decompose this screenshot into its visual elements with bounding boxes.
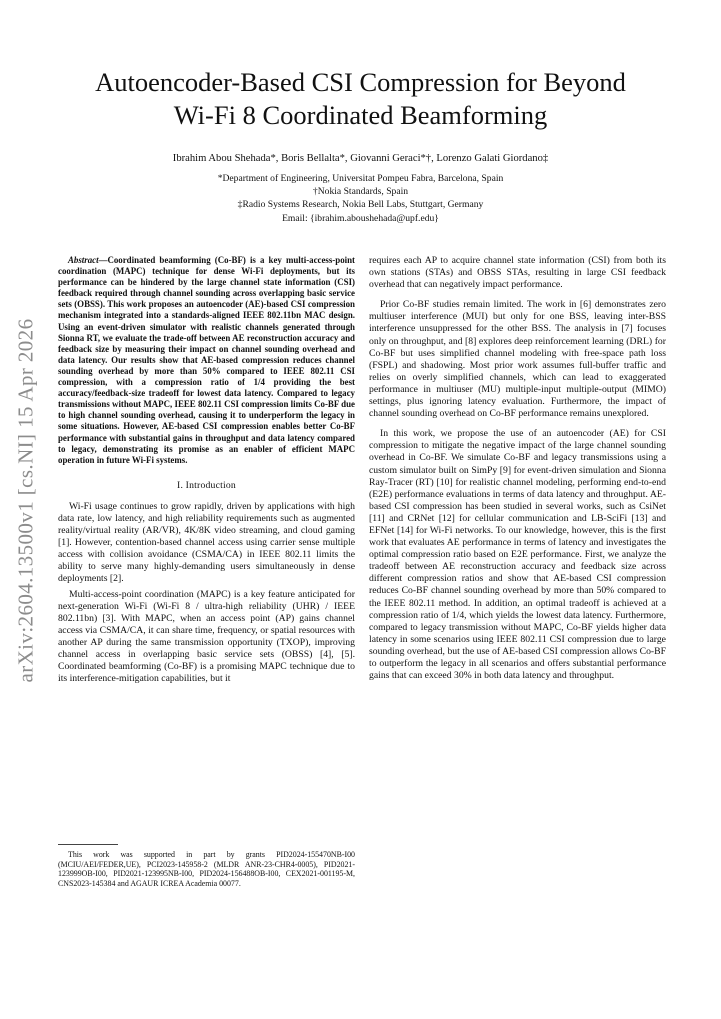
paper-title [40,66,681,132]
section-heading-introduction: I. Introduction [177,479,236,491]
arxiv-stamp [2,300,50,700]
title-line-2: Wi-Fi 8 Coordinated Beamforming [173,100,548,130]
right-column [369,255,666,690]
title-line-1: Autoencoder-Based CSI Compression for Beyond [95,67,626,97]
left-column [58,255,355,688]
abstract-text: —Coordinated beamforming (Co-BF) is a key multi-access-point coordination (MAPC) technique for dense Wi-Fi deployments, but its performance can be hindered by the large channel state information (CSI) feedback required through channel sounding across overlapping basic service sets (OBSS). This work proposes an autoencoder (AE)-based CSI compression mechanism integrated into a standards-aligned IEEE 802.11bn MAC design. Using an event-driven simulator with realistic channels generated through Sionna RT, we evaluate the trade-off between AE reconstruction accuracy and feedback size by measuring their impact on channel sounding overhead and data latency. Our results show that AE-based compression reduces channel sounding overhead by more than 50% compared to IEEE 802.11 CSI compression, with a compression ratio of 1/4 providing the best accuracy/feedback-size tradeoff for lowest data latency. Compared to legacy transmissions without MAPC, IEEE 802.11 CSI compression limits Co-BF due to high channel sounding overhead, causing it to underperform the legacy in some situations. However, AE-based CSI compression enables better Co-BF performance with substantial gains in throughput and data latency compared to legacy, demonstrating its promise as an enabler of efficient MAPC operation in future Wi-Fi systems. [58,255,355,465]
intro-paragraph-1: Wi-Fi usage continues to grow rapidly, driven by applications with high data rate, low latency, and high reliability requirements such as augmented reality/virtual reality (AR/VR), 4K/8K video streaming, and cloud gaming [1]. However, contention-based channel access using carrier sense multiple access with collision avoidance (CSMA/CA) in IEEE 802.11 limits the ability to serve many highly-demanding users simultaneously in dense deployments [2]. [58,500,355,585]
intro-paragraph-3: requires each AP to acquire channel state information (CSI) from both its own stations (STAs) and OBSS STAs, resulting in large CSI feedback overhead that can negatively impact performance. [369,255,666,291]
abstract [58,255,355,466]
intro-paragraph-5: In this work, we propose the use of an autoencoder (AE) for CSI compression to mitigate the negative impact of the large channel sounding overhead in Co-BF. We simulate Co-BF and legacy transmissions using a custom simulator built on SimPy [9] for event-driven simulation and Sionna Ray-Tracer (RT) [10] for realistic channel modeling, performing end-to-end (E2E) performance evaluations in terms of data latency and throughput. AE-based CSI compression has been studied in several works, such as CsiNet [11] and CRNet [12] for cellular communication and LB-SciFi [13] and EFNet [14] for Wi-Fi networks. To our knowledge, however, this is the first work that evaluates AE performance in terms of latency and investigates the optimal compression ratio based on E2E performance. First, we analyze the tradeoff between AE reconstruction accuracy and feedback size across different compression ratios and show that AE-based CSI compression reduces Co-BF channel sounding overhead by more than 50% compared to the IEEE 802.11 method. In addition, an optimal tradeoff is achieved at a compression ratio of 1/4, which yields the lowest data latency. Furthermore, compared to legacy transmission without MAPC, Co-BF yields higher data latency in some scenarios using IEEE 802.11 CSI compression due to large sounding overhead, but the use of AE-based CSI compression allows Co-BF to outperform the legacy in all scenarios and offers substantial performance gains that can exceed 30% in both data latency and throughput. [369,428,666,682]
intro-paragraph-4: Prior Co-BF studies remain limited. The work in [6] demonstrates zero multiuser interference (MUI) but only for one BSS, leaving inter-BSS interference unsuppressed for the other BSS. The analysis in [7] focuses only on throughput, and [8] explores deep reinforcement learning (DRL) for Co-BF but uses simplified channel modeling with free-space path loss (FSPL) and shadowing. Most prior work assumes full-buffer traffic and relies on overly simplified channels, which can lead to exaggerated performance in multiuser (MU) multiple-input multiple-output (MIMO) settings, plus ignoring latency evaluation. Furthermore, the impact of channel sounding overhead on Co-BF performance remains unexplored. [369,299,666,420]
affiliation-nokia-standards: †Nokia Standards, Spain [312,186,409,198]
footnote-divider [58,844,118,845]
intro-paragraph-2: Multi-access-point coordination (MAPC) is a key feature anticipated for next-generation Wi-Fi (Wi-Fi 8 / ultra-high reliability (UHR) / IEEE 802.11bn) [3]. With MAPC, when an access point (AP) gains channel access via CSMA/CA, it can share time, frequency, or spatial resources with another AP during the same transmission opportunity (TXOP), improving channel access in overlapping basic service sets (OBSS) [4], [5]. Coordinated beamforming (Co-BF) is a promising MAPC technique due to its interference-mitigation capabilities, but it [58,588,355,685]
affiliation-upf: *Department of Engineering, Universitat Pompeu Fabra, Barcelona, Spain [217,173,504,184]
funding-footnote: This work was supported in part by grants PID2024-155470NB-I00 (MCIU/AEI/FEDER,UE), PCI2023-145958-2 (MLDR ANR-23-CHR4-0005), PID2021-123999OB-I00, PID2021-123995NB-I00, PID2024-156488OB-I00, CEX2021-001195-M, CNS2023-145384 and AGAUR ICREA Academia 00077. [58,850,355,888]
author-list: Ibrahim Abou Shehada*, Boris Bellalta*, Giovanni Geraci*†, Lorenzo Galati Giordano‡ [172,153,549,164]
contact-email: Email: {ibrahim.aboushehada@upf.edu} [282,212,439,224]
affiliation-bell-labs: ‡Radio Systems Research, Nokia Bell Labs, Stuttgart, Germany [237,199,484,211]
arxiv-stamp-text: arXiv:2604.13500v1 [cs.NI] 15 Apr 2026 [13,318,38,682]
affiliations [40,172,681,225]
abstract-label: Abstract [68,255,99,265]
